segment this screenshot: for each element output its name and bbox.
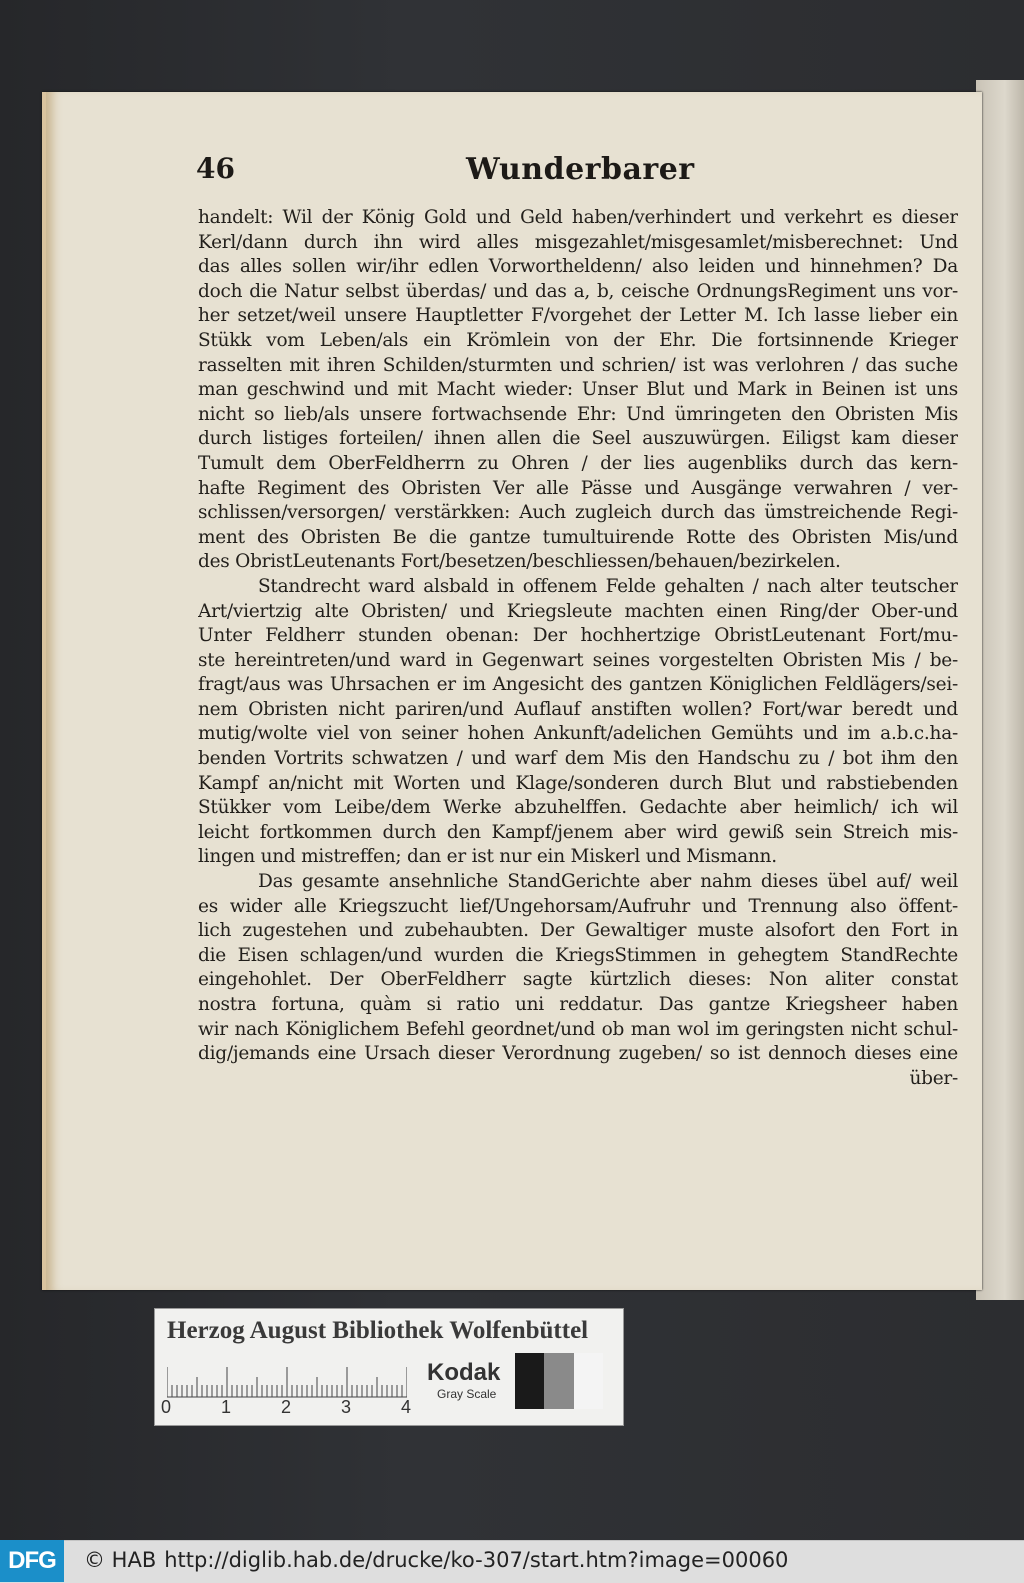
color-calibration-chart xyxy=(154,1308,624,1426)
text-line: her setzet/weil unsere Hauptletter F/vorgehet der Letter M. Ich lasse lieber ein xyxy=(198,305,958,327)
source-url-link[interactable]: http://diglib.hab.de/drucke/ko-307/start.htm?image=00060 xyxy=(164,1548,789,1572)
text-line: das alles sollen wir/ihr edlen Vorwortheldenn/ also leiden und hinnehmen? Da xyxy=(198,256,958,278)
ruler-number: 2 xyxy=(281,1397,292,1417)
text-line: schlissen/versorgen/ verstärkken: Auch zugleich durch das ümstreichende Regi- xyxy=(198,502,958,524)
text-line: durch listiges forteilen/ ihnen allen die Seel auszuwürgen. Eiligst kam dieser xyxy=(198,428,958,450)
gray-scale-label: Gray Scale xyxy=(437,1387,497,1401)
text-line: nem Obristen nicht pariren/und Auflauf anstiften wollen? Fort/war beredt und xyxy=(198,698,958,720)
text-line: es wider alle Kriegszucht lief/Ungehorsam/Aufruhr und Trennung also öffent- xyxy=(198,895,958,917)
text-line: mutig/wolte viel von seiner hohen Ankunft/adelichen Gemühts und im a.b.c.ha- xyxy=(198,723,958,745)
text-line: ment des Obristen Be die gantze tumultuirende Rotte des Obristen Mis/und xyxy=(198,526,958,548)
gray-swatch xyxy=(544,1353,573,1409)
ruler-number: 0 xyxy=(161,1397,172,1417)
ruler-number: 4 xyxy=(401,1397,412,1417)
text-line: dig/jemands eine Ursach dieser Verordnung zugeben/ so ist dennoch dieses eine xyxy=(198,1043,958,1065)
text-line: eingehohlet. Der OberFeldherr sagte kürtzlich dieses: Non aliter constat xyxy=(198,969,958,991)
text-line: leicht fortkommen durch den Kampf/jenem aber wird gewiß sein Streich mis- xyxy=(198,821,958,843)
text-line: benden Vortrits schwatzen / und warf dem Mis den Handschu zu / bot ihm den xyxy=(198,748,958,770)
text-line: doch die Natur selbst überdas/ und das a, b, ceische OrdnungsRegiment uns vor- xyxy=(198,280,958,302)
text-line: Stükker vom Leibe/dem Werke abzuhelffen. Gedachte aber heimlich/ ich wil xyxy=(198,797,958,819)
gray-swatches xyxy=(515,1353,603,1409)
text-line: die Eisen schlagen/und wurden die KriegsStimmen in gehegtem StandRechte xyxy=(198,944,958,966)
running-head: Wunderbarer xyxy=(466,152,695,187)
text-line: Kampf an/nicht mit Worten und Klage/sonderen durch Blut und rabstiebenden xyxy=(198,772,958,794)
text-line: wir nach Königlichem Befehl geordnet/und ob man wol im geringsten nicht schul- xyxy=(198,1018,958,1040)
text-line: handelt: Wil der König Gold und Geld haben/verhindert und verkehrt es dieser xyxy=(198,207,958,228)
ruler xyxy=(167,1359,407,1399)
text-line: nostra fortuna, quàm si ratio uni reddatur. Das gantze Kriegsheer haben xyxy=(198,994,958,1015)
text-line: Unter Feldherr stunden obenan: Der hochhertzige ObristLeutenant Fort/mu- xyxy=(198,625,958,647)
text-line: nicht so lieb/als unsere fortwachsende Ehr: Und ümringeten den Obristen Mis xyxy=(198,403,958,425)
page-number: 46 xyxy=(196,152,235,185)
text-line: lich zugestehen und zubehaubten. Der Gewaltiger muste alsofort den Fort in xyxy=(198,920,958,942)
text-line: des ObristLeutenants Fort/besetzen/beschliessen/behauen/bezirkelen. xyxy=(198,551,841,573)
text-line: hafte Regiment des Obristen Ver alle Pässe und Ausgänge verwahren / ver- xyxy=(198,477,958,499)
text-line: fragt/aus was Uhrsachen er im Angesicht des gantzen Königlichen Feldlägers/sei- xyxy=(198,674,958,696)
body-text xyxy=(198,206,958,1091)
text-line: rasselten mit ihren Schilden/sturmten und schrien/ ist was verlohren / das suche xyxy=(198,354,958,376)
text-line: Art/viertzig alte Obristen/ und Kriegsleute machten einen Ring/der Ober-und xyxy=(198,600,958,622)
gray-swatch xyxy=(515,1353,544,1409)
gray-swatch xyxy=(574,1353,603,1409)
text-line: ste hereintreten/und ward in Gegenwart seines vorgestelten Obristen Mis / be- xyxy=(198,649,958,671)
institution-name: Herzog August Bibliothek Wolfenbüttel xyxy=(167,1317,589,1344)
copyright-text: © HAB xyxy=(84,1548,157,1572)
book-page xyxy=(42,92,982,1290)
text-line: man geschwind und mit Macht wieder: Unser Blut und Mark in Beinen ist uns xyxy=(198,379,958,401)
footer-text xyxy=(84,1548,796,1572)
text-line: lingen und mistreffen; dan er ist nur ein Miskerl und Mismann. xyxy=(198,846,777,868)
text-line: Das gesamte ansehnliche StandGerichte aber nahm dieses übel auf/ weil xyxy=(258,871,958,893)
dfg-logo: DFG xyxy=(0,1540,64,1582)
text-line: Tumult dem OberFeldherrn zu Ohren / der lies augenbliks durch das kern- xyxy=(198,452,958,474)
ruler-number: 1 xyxy=(221,1397,232,1417)
text-line: Kerl/dann durch ihn wird alles misgezahlet/misgesamlet/misberechnet: Und xyxy=(198,231,958,253)
text-line: über- xyxy=(909,1067,958,1089)
ruler-number: 3 xyxy=(341,1397,352,1417)
adjacent-page-edge xyxy=(976,80,1024,1300)
text-line: Standrecht ward alsbald in offenem Felde gehalten / nach alter teutscher xyxy=(258,575,958,597)
page-header xyxy=(196,152,956,192)
kodak-logo: Kodak xyxy=(427,1359,501,1386)
text-line: Stükk vom Leben/als ein Krömlein von der Ehr. Die fortsinnende Krieger xyxy=(198,329,958,351)
